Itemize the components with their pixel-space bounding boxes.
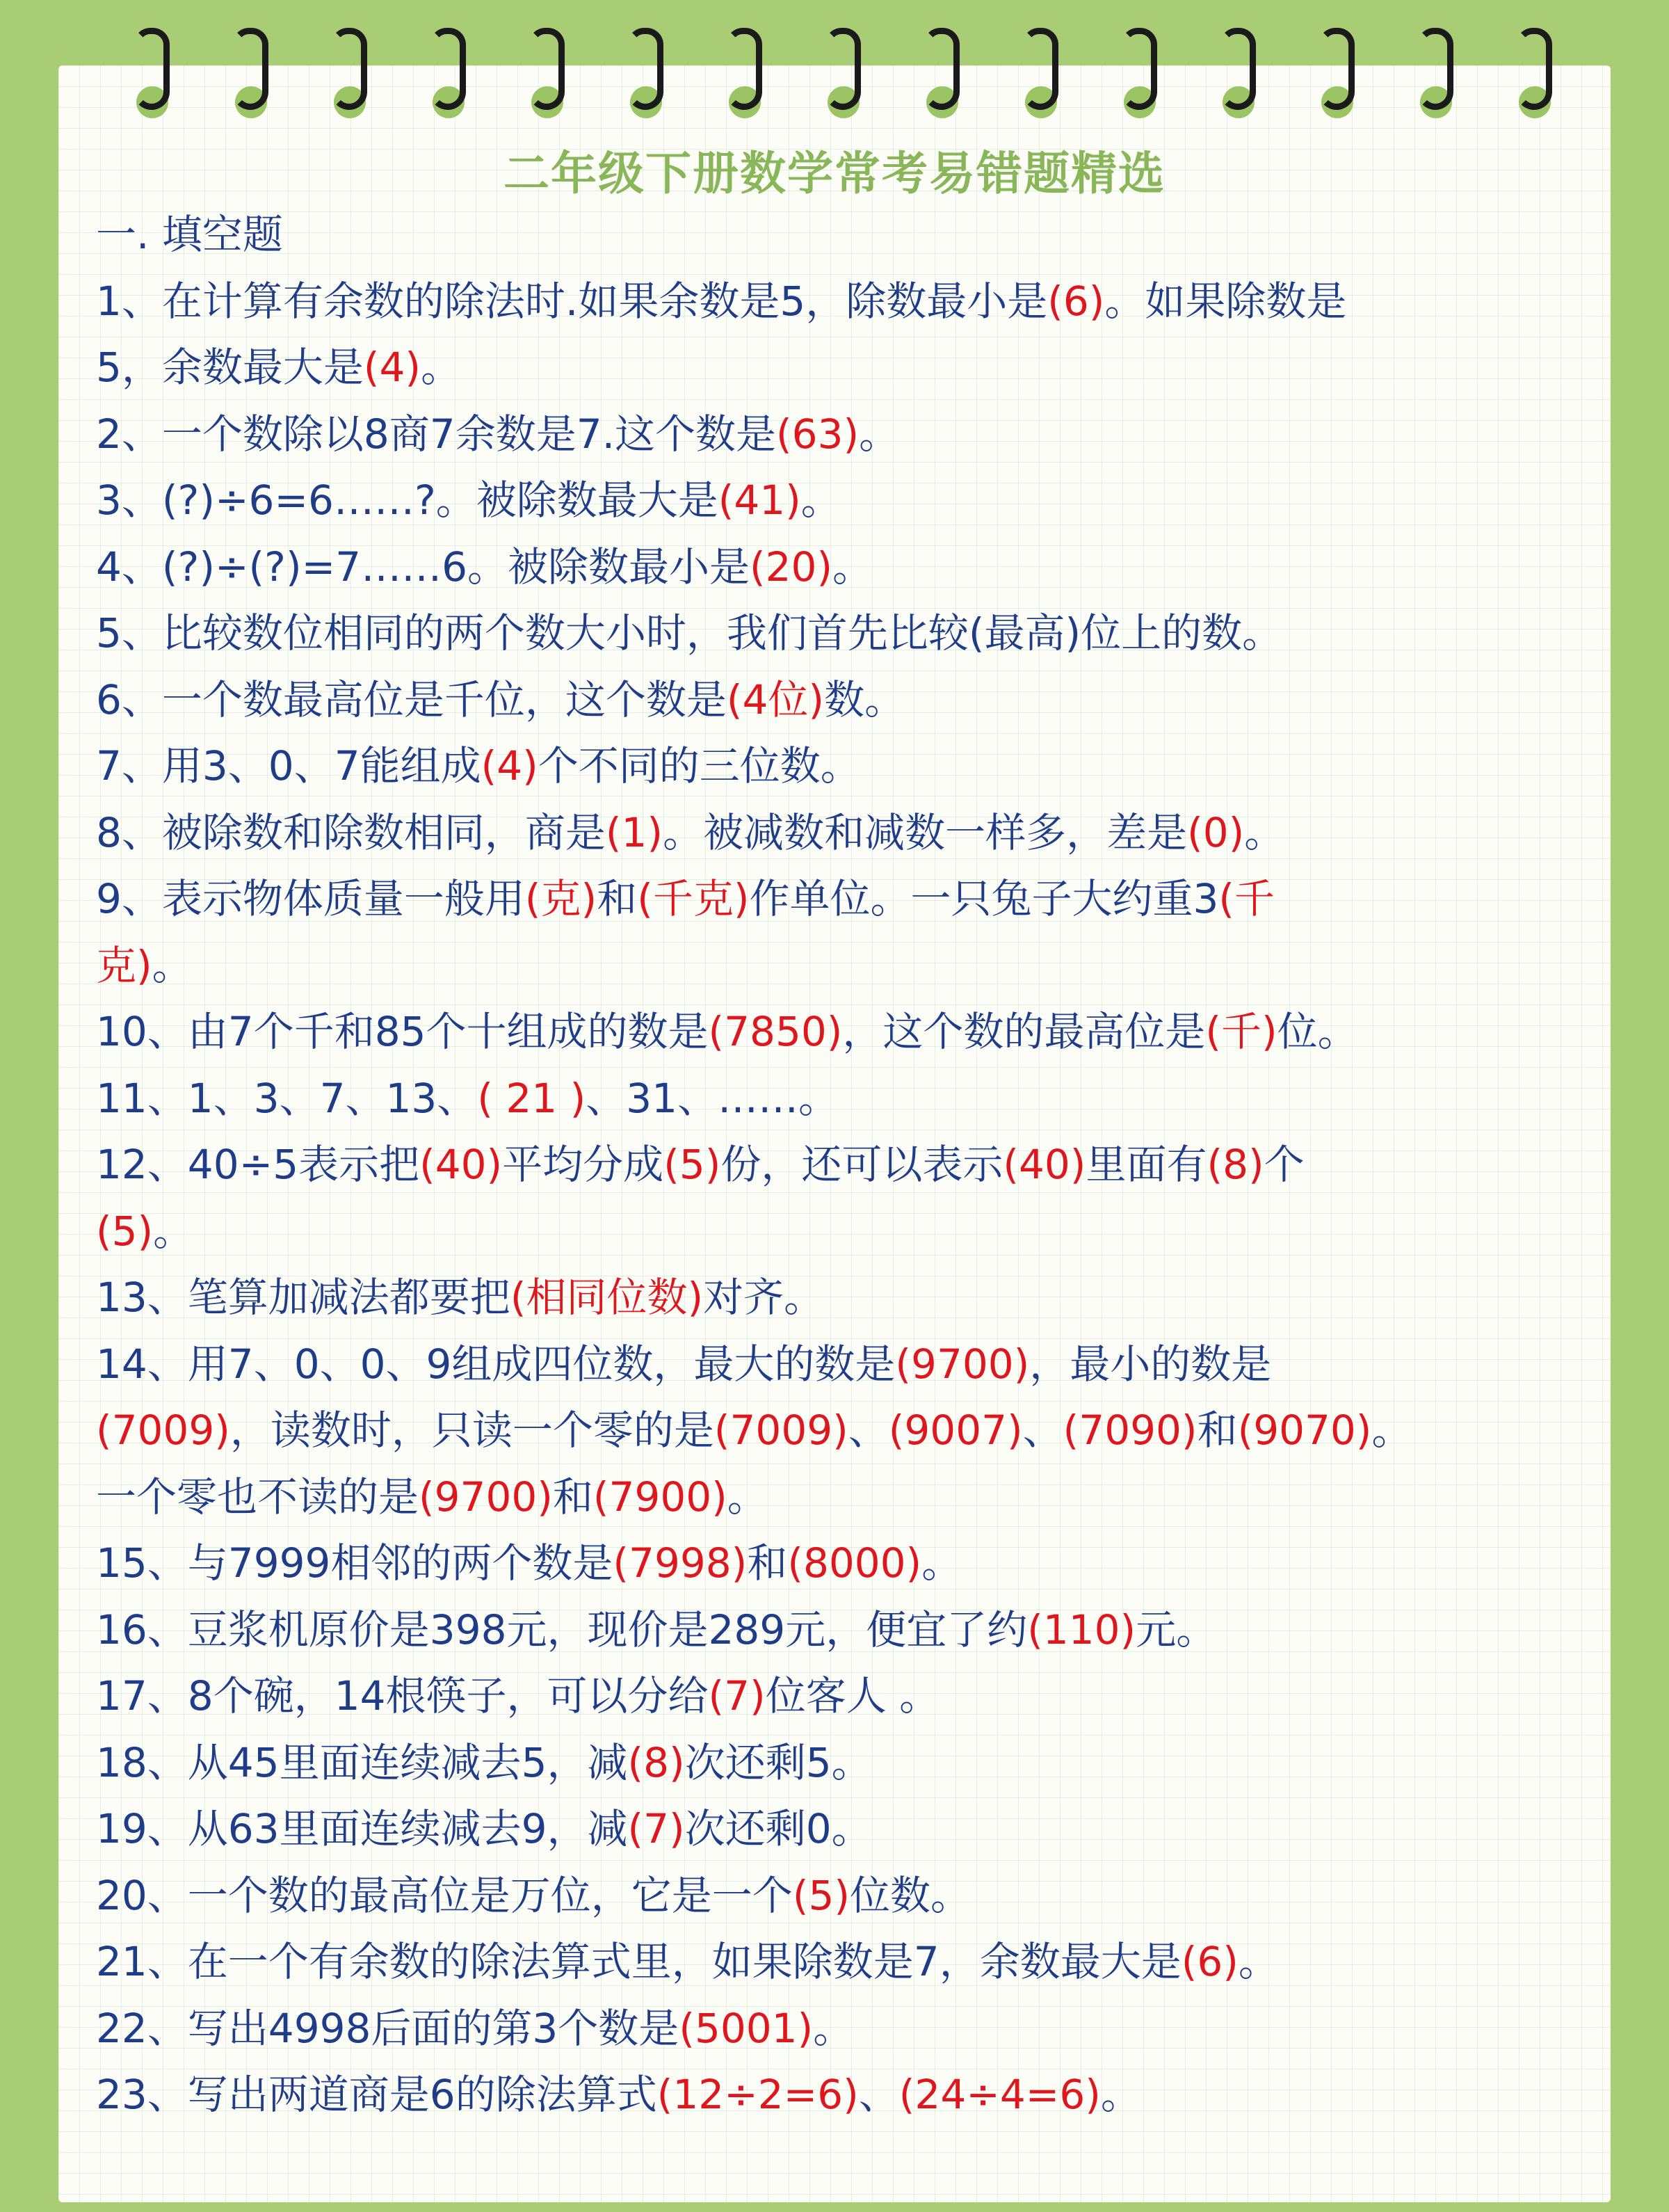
answer-text: (7) — [627, 1805, 685, 1852]
question-text: 19、从63里面连续减去9，减 — [96, 1805, 628, 1852]
answer-text: (9700) — [419, 1473, 553, 1521]
answer-text: (7850) — [708, 1008, 843, 1055]
question-text: 7、用3、0、7能组成 — [96, 742, 481, 790]
spiral-ring-icon — [1416, 28, 1458, 132]
question-line — [96, 1066, 1577, 1132]
spiral-ring-icon — [330, 28, 371, 132]
spiral-ring-icon — [1120, 28, 1161, 132]
question-line — [96, 1597, 1577, 1664]
answer-text: (9700) — [895, 1340, 1030, 1388]
question-text: 10、由7个千和85个十组成的数是 — [96, 1008, 709, 1055]
answer-text: (7998) — [613, 1539, 748, 1587]
question-text: 数。 — [824, 675, 905, 723]
question-text: 23、写出两道商是6的除法算式 — [96, 2071, 657, 2118]
question-text: 个不同的三位数。 — [538, 742, 861, 790]
question-line — [96, 1530, 1577, 1597]
ring-wire-icon — [529, 28, 565, 110]
question-line — [96, 600, 1577, 667]
answer-text: (6) — [1181, 1938, 1239, 1985]
question-text: 对齐。 — [703, 1274, 825, 1321]
question-line — [96, 1663, 1577, 1730]
answer-text: ( 21 ) — [477, 1074, 586, 1122]
answer-text: (5) — [663, 1141, 721, 1188]
spiral-ring-icon — [1021, 28, 1063, 132]
answer-text: (4位) — [726, 675, 825, 723]
section-heading: 一. 填空题 — [96, 211, 283, 258]
question-text: 位客人 。 — [765, 1672, 940, 1720]
answer-text: (7009) — [713, 1406, 848, 1454]
spiral-ring-icon — [527, 28, 569, 132]
question-text: 8、被除数和除数相同，商是 — [96, 808, 606, 856]
question-text: 22、写出4998后面的第3个数是 — [96, 2004, 679, 2052]
ring-wire-icon — [924, 28, 960, 110]
question-text: ，最小的数是 — [1029, 1340, 1272, 1388]
spiral-ring-icon — [725, 28, 766, 132]
spiral-ring-icon — [922, 28, 964, 132]
question-text: 。 — [800, 476, 841, 524]
question-line — [96, 1265, 1577, 1331]
answer-text: (5) — [96, 1207, 154, 1255]
question-text: 和 — [552, 1473, 593, 1521]
question-text: 、31、……。 — [586, 1074, 839, 1122]
spiral-ring-icon — [1317, 28, 1359, 132]
answer-text: (1) — [605, 808, 663, 856]
answer-text: (5) — [792, 1871, 850, 1919]
spiral-ring-icon — [132, 28, 174, 132]
question-text: 。 — [921, 1539, 962, 1587]
question-text: 元。 — [1136, 1605, 1217, 1653]
answer-text: (110) — [1027, 1605, 1136, 1653]
ring-wire-icon — [1319, 28, 1355, 110]
answer-text: (8) — [1207, 1141, 1264, 1188]
page-title: 二年级下册数学常考易错题精选 — [503, 147, 1166, 200]
question-line — [96, 800, 1577, 867]
ring-wire-icon — [1121, 28, 1157, 110]
question-line — [96, 335, 1577, 401]
content-area — [96, 202, 1577, 2129]
spiral-ring-icon — [428, 28, 470, 132]
question-text: 9、表示物体质量一般用 — [96, 875, 525, 922]
question-text: 4、(?)÷(?)=7……6。被除数最小是 — [96, 543, 750, 591]
question-text: 。 — [727, 1473, 768, 1521]
answer-text: (9007) — [888, 1406, 1023, 1454]
answer-text: (20) — [749, 543, 833, 591]
question-line — [96, 1996, 1577, 2062]
answer-text: (千) — [1205, 1008, 1277, 1055]
question-text: 。 — [1371, 1406, 1412, 1454]
ring-wire-icon — [726, 28, 762, 110]
question-text: 作单位。一只兔子大约重3 — [749, 875, 1219, 922]
ring-wire-icon — [1022, 28, 1058, 110]
answer-text: (40) — [419, 1141, 503, 1188]
question-text: 。 — [1238, 1938, 1279, 1985]
answer-text: (0) — [1187, 808, 1245, 856]
question-line — [96, 1132, 1577, 1199]
spiral-ring-icon — [1218, 28, 1260, 132]
question-line — [96, 1796, 1577, 1863]
question-text: 。 — [813, 2004, 854, 2052]
question-text: 5，余数最大是 — [96, 344, 364, 391]
ring-wire-icon — [232, 28, 268, 110]
question-text: 次还剩5。 — [684, 1738, 872, 1786]
question-text: 。 — [153, 1207, 194, 1255]
question-line — [96, 1397, 1577, 1464]
question-text: 。 — [1244, 808, 1285, 856]
question-line — [96, 467, 1577, 534]
question-text: 13、笔算加减法都要把 — [96, 1274, 510, 1321]
answer-text: (相同位数) — [510, 1274, 704, 1321]
question-line — [96, 269, 1577, 335]
question-text: 位。 — [1277, 1008, 1358, 1055]
ring-wire-icon — [134, 28, 170, 110]
spiral-ring-icon — [823, 28, 865, 132]
question-text: 12、40÷5表示把 — [96, 1141, 420, 1188]
question-text: 、 — [848, 1406, 889, 1454]
question-line — [96, 733, 1577, 800]
question-line — [96, 866, 1577, 933]
ring-wire-icon — [430, 28, 466, 110]
answer-text: (千克) — [637, 875, 750, 922]
spiral-ring-icon — [626, 28, 668, 132]
question-text: 2、一个数除以8商7余数是7.这个数是 — [96, 410, 777, 458]
question-text: 、 — [858, 2071, 899, 2118]
ring-wire-icon — [627, 28, 663, 110]
answer-text: (7900) — [592, 1473, 727, 1521]
ring-wire-icon — [1220, 28, 1256, 110]
question-text: 平均分成 — [502, 1141, 664, 1188]
question-text: 18、从45里面连续减去5，减 — [96, 1738, 628, 1786]
question-text: 6、一个数最高位是千位，这个数是 — [96, 675, 727, 723]
question-text: ，这个数的最高位是 — [842, 1008, 1206, 1055]
question-line — [96, 1464, 1577, 1531]
spiral-ring-icon — [1515, 28, 1556, 132]
question-text: 15、与7999相邻的两个数是 — [96, 1539, 613, 1587]
answer-text: (4) — [363, 344, 421, 391]
question-text: 20、一个数的最高位是万位，它是一个 — [96, 1871, 793, 1919]
question-text: 一个零也不读的是 — [96, 1473, 419, 1521]
answer-text: (63) — [776, 410, 860, 458]
spiral-binding — [0, 0, 1669, 139]
question-text: 。被减数和减数一样多，差是 — [663, 808, 1188, 856]
answer-text: (7) — [708, 1672, 766, 1720]
answer-text: (6) — [1047, 277, 1105, 325]
question-text: 17、8个碗，14根筷子，可以分给 — [96, 1672, 709, 1720]
question-text: 。 — [152, 941, 193, 989]
question-line — [96, 401, 1577, 468]
question-line — [96, 1863, 1577, 1930]
answer-text: (41) — [718, 476, 801, 524]
spiral-ring-icon — [231, 28, 273, 132]
answer-text: (4) — [481, 742, 538, 790]
question-text: 份，还可以表示 — [720, 1141, 1003, 1188]
question-line — [96, 667, 1577, 734]
question-line — [96, 1929, 1577, 1996]
question-text: 个 — [1264, 1141, 1305, 1188]
question-text: 11、1、3、7、13、 — [96, 1074, 478, 1122]
question-text: 1、在计算有余数的除法时.如果余数是5，除数最小是 — [96, 277, 1048, 325]
answer-text: (千 — [1218, 875, 1275, 922]
question-text: ，读数时，只读一个零的是 — [229, 1406, 714, 1454]
question-text: 、 — [1022, 1406, 1063, 1454]
question-text: 14、用7、0、0、9组成四位数，最大的数是 — [96, 1340, 896, 1388]
question-text: 。 — [421, 344, 462, 391]
answer-text: (克) — [524, 875, 597, 922]
question-text: 。如果除数是 — [1104, 277, 1347, 325]
question-text: 。 — [859, 410, 900, 458]
question-line — [96, 2062, 1577, 2129]
question-line — [96, 1730, 1577, 1797]
ring-wire-icon — [825, 28, 861, 110]
question-line — [96, 933, 1577, 1000]
question-text: 3、(?)÷6=6……?。被除数最大是 — [96, 476, 718, 524]
question-text: 和 — [1197, 1406, 1238, 1454]
answer-text: (8) — [627, 1738, 685, 1786]
question-line — [96, 999, 1577, 1066]
question-text: 21、在一个有余数的除法算式里，如果除数是7，余数最大是 — [96, 1938, 1182, 1985]
ring-wire-icon — [1516, 28, 1552, 110]
question-text: 位数。 — [849, 1871, 971, 1919]
ring-wire-icon — [1417, 28, 1453, 110]
question-text: 和 — [597, 875, 638, 922]
answer-text: (9070) — [1237, 1406, 1372, 1454]
answer-text: 克) — [96, 941, 152, 989]
answer-text: (5001) — [679, 2004, 814, 2052]
question-text: 里面有 — [1086, 1141, 1207, 1188]
ring-wire-icon — [331, 28, 367, 110]
question-line — [96, 534, 1577, 601]
question-line — [96, 1331, 1577, 1398]
question-line — [96, 1199, 1577, 1265]
answer-text: (8000) — [787, 1539, 922, 1587]
question-text: 。 — [832, 543, 873, 591]
question-text: 。 — [1100, 2071, 1141, 2118]
question-text: 5、比较数位相同的两个数大小时，我们首先比较(最高)位上的数。 — [96, 609, 1283, 657]
answer-text: (24÷4=6) — [898, 2071, 1101, 2118]
question-list — [96, 269, 1577, 2129]
question-text: 16、豆浆机原价是398元，现价是289元，便宜了约 — [96, 1605, 1028, 1653]
answer-text: (12÷2=6) — [656, 2071, 859, 2118]
answer-text: (7090) — [1063, 1406, 1198, 1454]
answer-text: (7009) — [96, 1406, 230, 1454]
question-text: 和 — [747, 1539, 788, 1587]
answer-text: (40) — [1003, 1141, 1086, 1188]
question-text: 次还剩0。 — [684, 1805, 872, 1852]
